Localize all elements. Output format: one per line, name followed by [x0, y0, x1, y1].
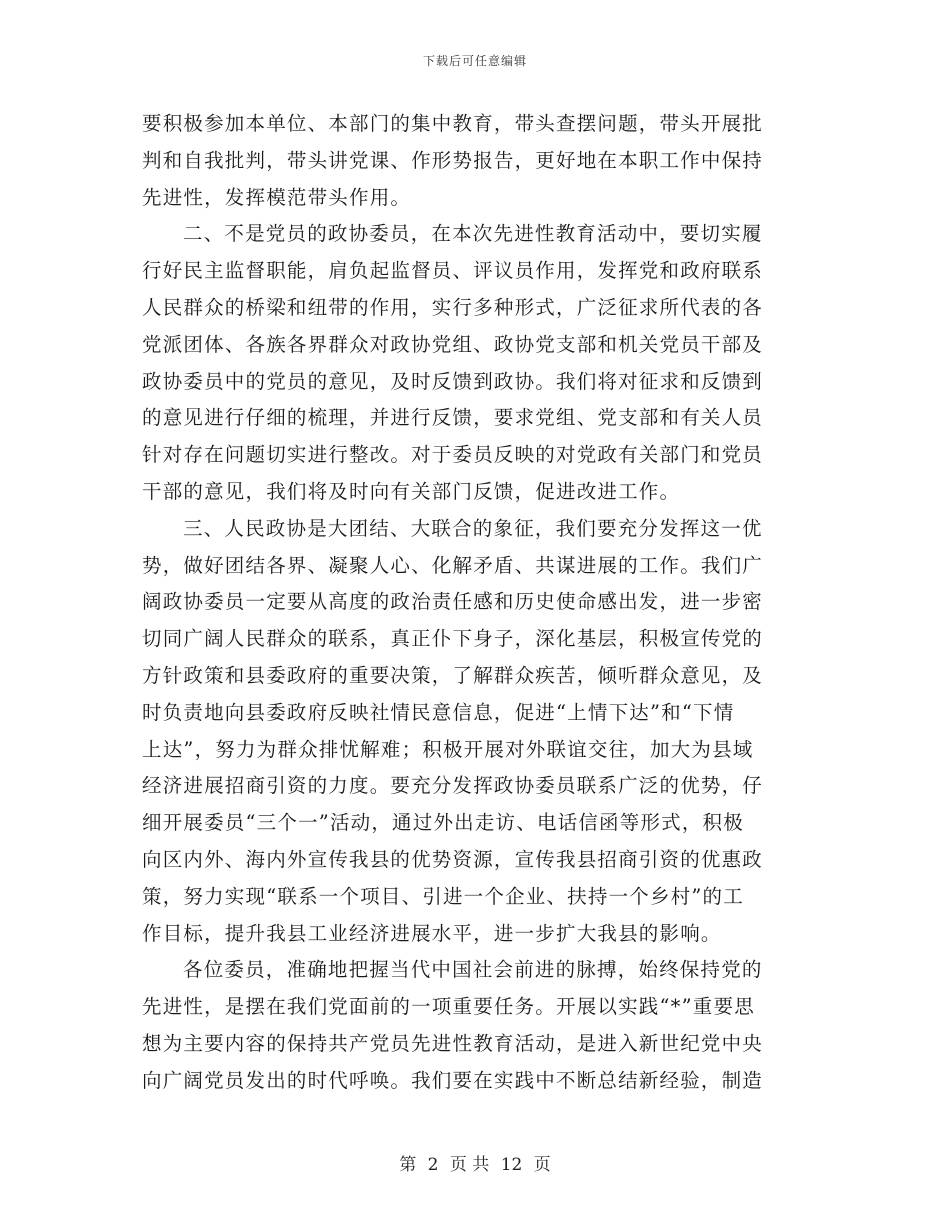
text-line: 时负责地向县委政府反映社情民意信息，促进“上情下达”和“下情: [142, 700, 735, 724]
text-line: 的意见进行仔细的梳理，并进行反馈，要求党组、党支部和有关人员: [142, 406, 764, 430]
document-body: [142, 106, 798, 1100]
text-line: 针对存在问题切实进行整改。对于委员反映的对党政有关部门和党员: [142, 443, 764, 467]
page-header: 下载后可任意编辑: [422, 54, 527, 68]
text-line: 细开展委员“三个一”活动，通过外出走访、电话信函等形式，积极: [142, 811, 744, 835]
text-line: 方针政策和县委政府的重要决策，了解群众疾苦，倾听群众意见，及: [142, 663, 764, 687]
text-line: 先进性，发挥模范带头作用。: [142, 185, 412, 209]
text-line: 切同广阔人民群众的联系，真正仆下身子，深化基层，积极宣传党的: [142, 627, 764, 651]
text-line: 向广阔党员发出的时代呼唤。我们要在实践中不断总结新经验，制造: [142, 1068, 764, 1092]
text-line: 人民群众的桥梁和纽带的作用，实行多种形式，广泛征求所代表的各: [142, 295, 764, 319]
text-line: 阔政协委员一定要从高度的政治责任感和历史使命感出发，进一步密: [142, 590, 764, 614]
text-line: 上达”，努力为群众排忧解难；积极开展对外联谊交往，加大为县域: [142, 737, 754, 761]
text-line: 干部的意见，我们将及时向有关部门反馈，促进改进工作。: [142, 479, 681, 503]
text-line: 行好民主监督职能，肩负起监督员、评议员作用，发挥党和政府联系: [142, 259, 764, 283]
paragraph-start-line: 二、不是党员的政协委员，在本次先进性教育活动中，要切实履: [183, 222, 763, 246]
text-line: 要积极参加本单位、本部门的集中教育，带头查摆问题，带头开展批: [142, 112, 764, 135]
text-line: 政协委员中的党员的意见，及时反馈到政协。我们将对征求和反馈到: [142, 369, 764, 393]
text-line: 判和自我批判，带头讲党课、作形势报告，更好地在本职工作中保持: [142, 148, 764, 172]
paragraph-start-line: 各位委员，准确地把握当代中国社会前进的脉搏，始终保持党的: [183, 958, 763, 982]
text-line: 作目标，提升我县工业经济进展水平，进一步扩大我县的影响。: [142, 921, 722, 945]
footer-suffix: 页: [533, 1155, 551, 1175]
footer-prefix: 第: [399, 1155, 417, 1175]
total-page-count: 12: [500, 1155, 523, 1175]
text-line: 党派团体、各族各界群众对政协党组、政协党支部和机关党员干部及: [142, 332, 764, 356]
text-line: 策，努力实现“联系一个项目、引进一个企业、扶持一个乡村”的工: [142, 884, 744, 908]
text-line: 向区内外、海内外宣传我县的优势资源，宣传我县招商引资的优惠政: [142, 847, 764, 871]
footer-middle: 页 共: [449, 1155, 490, 1175]
paragraph-start-line: 三、人民政协是大团结、大联合的象征，我们要充分发挥这一优: [183, 516, 763, 540]
page-footer: [0, 1150, 950, 1175]
text-line: 经济进展招商引资的力度。要充分发挥政协委员联系广泛的优势，仔: [142, 774, 764, 798]
current-page-number: 2: [427, 1155, 439, 1175]
text-line: 势，做好团结各界、凝聚人心、化解矛盾、共谋进展的工作。我们广: [142, 553, 764, 577]
text-line: 先进性，是摆在我们党面前的一项重要任务。开展以实践“*”重要思: [142, 995, 755, 1019]
text-line: 想为主要内容的保持共产党员先进性教育活动，是进入新世纪党中央: [142, 1031, 764, 1055]
